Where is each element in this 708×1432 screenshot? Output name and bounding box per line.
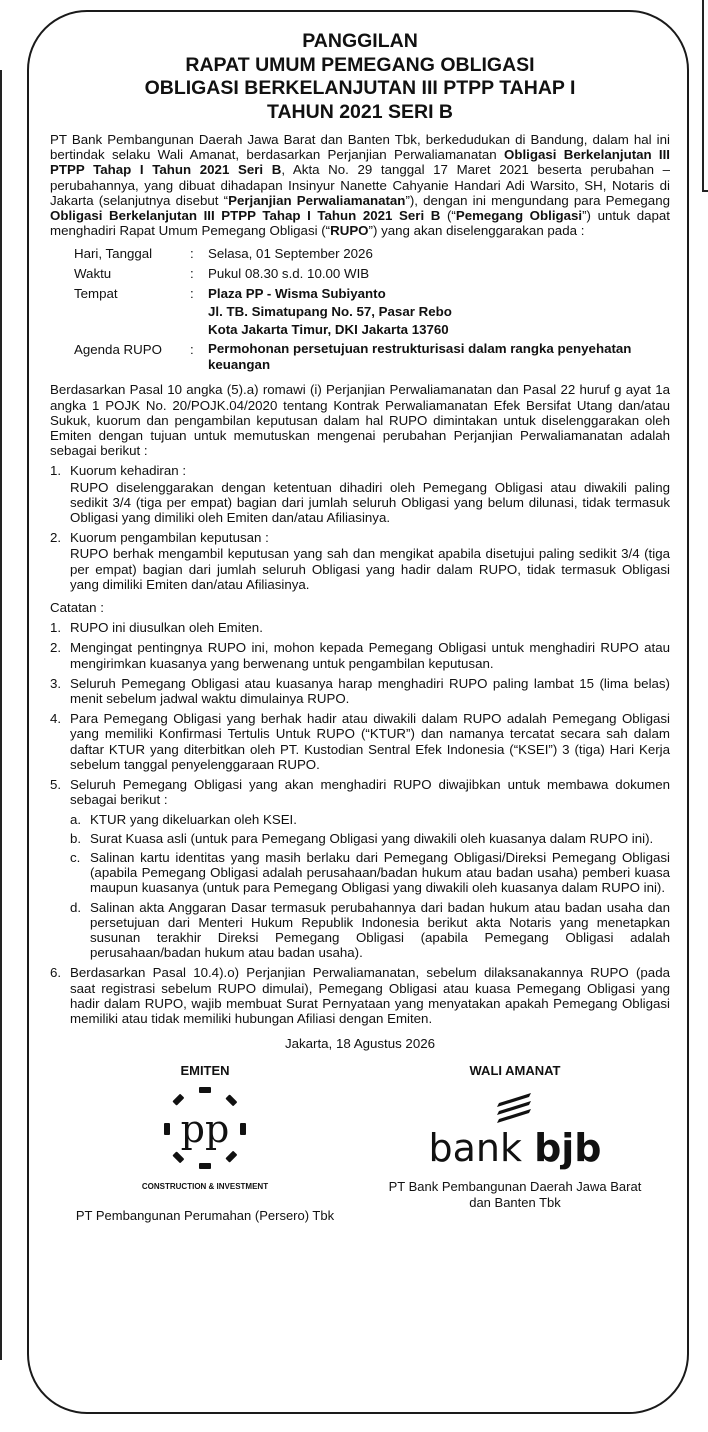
schedule-date-value: Selasa, 01 September 2026 — [208, 246, 373, 262]
bjb-logo-wordmark — [360, 1127, 670, 1169]
schedule-row-place — [74, 284, 668, 340]
schedule-agenda-label: Agenda RUPO — [74, 342, 162, 358]
note-text: Seluruh Pemegang Obligasi atau kuasanya harap menghadiri RUPO paling lambat 15 (lima belas) menit sebelum jadwal waktu dimulainya RUPO. — [70, 675, 670, 707]
signing-date: Jakarta, 18 Agustus 2026 — [284, 1036, 436, 1052]
intro-bold-1: Obligasi Berkelanjutan III PTPP Tahap I Tahun 2021 Seri B — [50, 147, 671, 178]
legal-basis-paragraph: Berdasarkan Pasal 10 angka (5).a) romawi (i) Perjanjian Perwaliamanatan dan Pasal 22 huruf g ayat 1a angka 1 POJK No. 20/POJK.04/2020 tentang Kontrak Perwaliamanatan Efek Bersifat Utang dan/atau Sukuk, kuorum dan pengambilan keputusan dalam hal RUPO dimintakan untuk diselenggarakan oleh Emiten dengan tujuan untuk memutuskan mengenai perubahan Perjanjian Perwaliamanatan adalah sebagai berikut : — [50, 382, 670, 459]
quorum-item — [50, 463, 670, 525]
notes-label: Catatan : — [50, 600, 104, 616]
bjb-logo-word-bjb: bjb — [534, 1125, 602, 1170]
place-line-2: Jl. TB. Simatupang No. 57, Pasar Rebo — [208, 304, 452, 320]
quorum-title: Kuorum kehadiran : — [70, 463, 187, 479]
document-item — [70, 831, 670, 846]
pp-logo — [145, 1085, 265, 1177]
schedule-time-value: Pukul 08.30 s.d. 10.00 WIB — [208, 266, 370, 282]
intro-text-3: ”), dengan ini mengundang para Pemegang — [405, 192, 670, 208]
announcement-content — [50, 30, 670, 1247]
note-item — [50, 965, 670, 1026]
intro-text-6: ”) yang akan diselenggarakan pada : — [368, 223, 585, 239]
trustee-name-line-1: PT Bank Pembangunan Daerah Jawa Barat — [388, 1178, 642, 1194]
bjb-logo-word-bank: bank — [428, 1125, 522, 1170]
schedule-row-agenda — [74, 340, 668, 374]
schedule-place-value — [208, 284, 668, 340]
quorum-number: 2. — [50, 530, 62, 546]
emiten-block — [50, 1057, 360, 1223]
document-item — [70, 812, 670, 827]
schedule-agenda-value: Permohonan persetujuan restrukturisasi dalam rangka penyehatan keuangan — [208, 341, 632, 373]
quorum-text: RUPO diselenggarakan dengan ketentuan dihadiri oleh Pemegang Obligasi atau diwakili paling sedikit 3/4 (tiga per empat) bagian dari jumlah seluruh Obligasi yang belum dilunasi, tidak termasuk Obligasi yang dimiliki oleh Emiten dan/atau Afiliasinya. — [70, 479, 670, 526]
note-text: Seluruh Pemegang Obligasi yang akan menghadiri RUPO diwajibkan untuk membawa dokumen sebagai berikut : — [70, 777, 670, 808]
signatories — [50, 1057, 670, 1247]
bjb-wave-icon — [495, 1093, 535, 1127]
schedule-colon: : — [190, 342, 194, 358]
place-line-3: Kota Jakarta Timur, DKI Jakarta 13760 — [208, 322, 449, 338]
note-text: Berdasarkan Pasal 10.4).o) Perjanjian Perwaliamanatan, sebelum dilaksanakannya RUPO (pada saat registrasi sebelum RUPO dimulai), Pemegang Obligasi atau kuasa Pemegang Obligasi yang hadir dalam RUPO, wajib membuat Surat Pernyataan yang menyatakan apakah Pemegang Obligasi memiliki atau tidak memiliki hubungan Afiliasi dengan Emiten. — [70, 965, 670, 1026]
document-letter: b. — [70, 830, 82, 846]
document-text: Salinan kartu identitas yang masih berlaku dari Pemegang Obligasi/Direksi Pemegang Obligasi (apabila Pemegang Obligasi adalah perusahaan/badan hukum atau badan usaha) pemberi kuasa maupun kuasanya (untuk para Pemegang Obligasi yang diwakili oleh kuasanya dalam RUPO ini). — [90, 849, 670, 896]
meeting-schedule — [74, 244, 668, 374]
document-letter: c. — [70, 849, 81, 865]
note-number: 1. — [50, 620, 62, 636]
note-text: Mengingat pentingnya RUPO ini, mohon kepada Pemegang Obligasi untuk menghadiri RUPO atau mengirimkan kuasanya yang berwenang untuk pengambilan keputusan. — [70, 640, 670, 671]
note-number: 2. — [50, 640, 62, 656]
left-edge-line — [0, 70, 2, 1360]
place-line-1: Plaza PP - Wisma Subiyanto — [208, 286, 386, 302]
note-item — [50, 676, 670, 706]
intro-bold-5: RUPO — [330, 223, 369, 239]
note-item — [50, 711, 670, 772]
intro-bold-4: Pemegang Obligasi — [455, 208, 583, 224]
intro-text-1: PT Bank Pembangunan Daerah Jawa Barat dan Banten Tbk, berkedudukan di Bandung, dalam hal ini bertindak selaku Wali Amanat, berdasarkan Perjanjian Perwaliamanatan — [50, 132, 670, 163]
document-text: Salinan akta Anggaran Dasar termasuk perubahannya dari badan hukum atau badan usaha dan persetujuan dari Menteri Hukum Republik Indonesia berikut akta Notaris yang menetapkan susunan terakhir Direksi Pemegang Obligasi (apabila Pemegang Obligasi adalah perusahaan/badan hukum atau badan usaha). — [90, 899, 670, 961]
trustee-company-name — [360, 1179, 670, 1211]
note-number: 4. — [50, 711, 62, 727]
intro-bold-3: Obligasi Berkelanjutan III PTPP Tahap I Tahun 2021 Seri B — [50, 208, 441, 224]
note-item — [50, 620, 670, 635]
schedule-row-time — [74, 264, 668, 284]
trustee-block — [360, 1057, 670, 1210]
intro-paragraph — [50, 132, 670, 238]
quorum-list — [50, 463, 670, 592]
note-text: Para Pemegang Obligasi yang berhak hadir atau diwakili dalam RUPO adalah Pemegang Obligasi yang memiliki Konfirmasi Tertulis Untuk RUPO (“KTUR”) dan namanya tercatat secara sah dalam daftar KTUR yang diterbitkan oleh PT. Kustodian Sentral Efek Indonesia (“KSEI”) 3 (tiga) Hari Kerja sebelum tanggal penyelenggaraan RUPO. — [70, 711, 670, 772]
document-letter: d. — [70, 899, 82, 915]
intro-text-5: ”) untuk dapat menghadiri Rapat Umum Pemegang Obligasi (“ — [50, 208, 670, 239]
schedule-place-label: Tempat — [74, 286, 118, 302]
schedule-row-date — [74, 244, 668, 264]
document-text: Surat Kuasa asli (untuk para Pemegang Obligasi yang diwakili oleh kuasanya dalam RUPO ini). — [90, 830, 654, 846]
note-number: 5. — [50, 777, 62, 793]
quorum-number: 1. — [50, 463, 62, 479]
document-item — [70, 850, 670, 896]
note-item — [50, 777, 670, 960]
trustee-label: WALI AMANAT — [469, 1063, 561, 1079]
right-edge-tick — [702, 190, 708, 192]
emiten-label: EMITEN — [180, 1063, 230, 1079]
quorum-item — [50, 530, 670, 592]
schedule-colon: : — [190, 286, 194, 302]
note-number: 6. — [50, 965, 62, 981]
note-item — [50, 640, 670, 670]
intro-text-2: , Akta No. 29 tanggal 17 Maret 2021 beserta perubahan – perubahannya, yang dibuat dihadapan Insinyur Nanette Cahyanie Handari Adi Warsito, SH, Notaris di Jakarta (selanjutnya disebut “ — [50, 162, 671, 208]
schedule-date-label: Hari, Tanggal — [74, 246, 153, 262]
note-text: RUPO ini diusulkan oleh Emiten. — [70, 620, 263, 636]
title-line-3: OBLIGASI BERKELANJUTAN III PTPP TAHAP I — [144, 77, 576, 99]
emiten-company-name: PT Pembangunan Perumahan (Persero) Tbk — [75, 1207, 335, 1223]
title-line-4: TAHUN 2021 SERI B — [266, 100, 454, 123]
quorum-text: RUPO berhak mengambil keputusan yang sah dan mengikat apabila disetujui paling sedikit 3/4 (tiga per empat) bagian dari jumlah seluruh Obligasi yang hadir dalam RUPO, tidak termasuk Obligasi yang dimiliki Emiten dan/atau Afiliasinya. — [70, 546, 670, 592]
intro-text-4: (“ — [440, 208, 456, 224]
quorum-title: Kuorum pengambilan keputusan : — [70, 530, 269, 546]
title-line-1: PANGGILAN — [302, 30, 418, 52]
schedule-colon: : — [190, 266, 194, 282]
trustee-name-line-2: dan Banten Tbk — [469, 1194, 561, 1210]
title-line-2: RAPAT UMUM PEMEGANG OBLIGASI — [185, 53, 535, 76]
documents-list — [70, 812, 670, 961]
right-edge-line — [702, 0, 704, 192]
document-text: KTUR yang dikeluarkan oleh KSEI. — [90, 811, 297, 827]
schedule-time-label: Waktu — [74, 266, 112, 282]
emiten-tagline: CONSTRUCTION & INVESTMENT — [141, 1181, 269, 1191]
pp-logo-letters: pp — [180, 1106, 230, 1151]
notes-list — [50, 620, 670, 1026]
intro-bold-2: Perjanjian Perwaliamanatan — [228, 192, 406, 208]
note-number: 3. — [50, 675, 62, 691]
document-item — [70, 900, 670, 961]
document-letter: a. — [70, 811, 82, 827]
schedule-colon: : — [190, 246, 194, 262]
